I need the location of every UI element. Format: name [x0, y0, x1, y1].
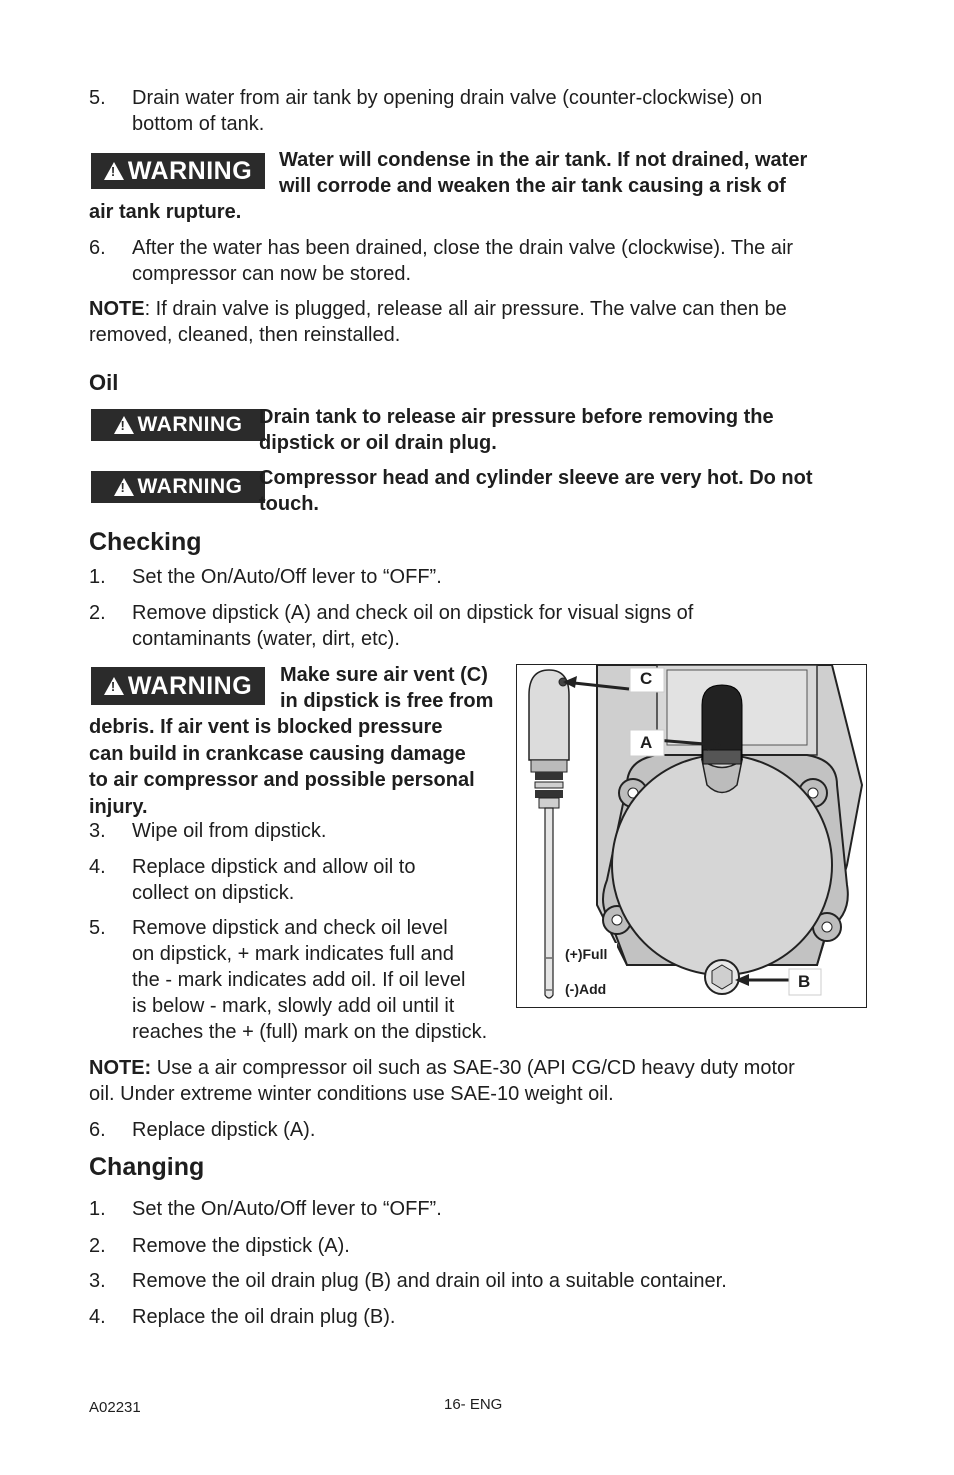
warning-text: will corrode and weaken the air tank causing a risk of — [279, 175, 786, 197]
warning-badge — [91, 409, 265, 441]
step-text: bottom of tank. — [132, 113, 265, 135]
step-text: Replace dipstick and allow oil to — [132, 856, 416, 878]
warning-badge — [91, 153, 265, 189]
step-number: 5. — [89, 917, 106, 939]
step-text: compressor can now be stored. — [132, 263, 412, 285]
warning-label: WARNING — [127, 671, 253, 700]
warning-text: can build in crankcase causing damage — [89, 743, 466, 765]
warning-text: Drain tank to release air pressure before removing the — [259, 406, 774, 428]
warning-triangle-icon — [114, 478, 134, 496]
warning-label: WARNING — [127, 156, 253, 185]
warning-triangle-icon — [114, 416, 134, 434]
warning-label: WARNING — [137, 475, 243, 498]
step-number: 6. — [89, 1119, 106, 1141]
step-number: 4. — [89, 1306, 106, 1328]
note-text: : If drain valve is plugged, release all air pressure. The valve can then be — [144, 298, 787, 320]
note-text: Use a air compressor oil such as SAE-30 (API CG/CD heavy duty motor — [151, 1057, 795, 1079]
note-label: NOTE — [89, 298, 145, 320]
step-text: Remove dipstick (A) and check oil on dipstick for visual signs of — [132, 602, 694, 624]
warning-text: injury. — [89, 796, 148, 818]
warning-text: Compressor head and cylinder sleeve are very hot. Do not — [259, 467, 813, 489]
step-text: Set the On/Auto/Off lever to “OFF”. — [132, 1198, 442, 1220]
warning-text: Water will condense in the air tank. If not drained, water — [279, 149, 808, 171]
step-number: 3. — [89, 1270, 106, 1292]
step-text: Remove dipstick and check oil level — [132, 917, 448, 939]
label-full: (+)Full — [565, 946, 608, 962]
label-b: B — [798, 972, 811, 991]
section-heading-checking: Checking — [89, 528, 202, 556]
step-text: Replace the oil drain plug (B). — [132, 1306, 396, 1328]
step-text: on dipstick, + mark indicates full and — [132, 943, 454, 965]
step-number: 6. — [89, 237, 106, 259]
note-label: NOTE: — [89, 1057, 152, 1079]
step-text: the - mark indicates add oil. If oil level — [132, 969, 466, 991]
label-c: C — [640, 669, 653, 688]
step-text: Remove the dipstick (A). — [132, 1235, 350, 1257]
warning-badge — [91, 667, 265, 705]
step-number: 4. — [89, 856, 106, 878]
warning-text: dipstick or oil drain plug. — [259, 432, 497, 454]
step-number: 2. — [89, 1235, 106, 1257]
warning-text: to air compressor and possible personal — [89, 769, 475, 791]
step-text: contaminants (water, dirt, etc). — [132, 628, 400, 650]
warning-triangle-icon — [104, 677, 124, 695]
step-number: 1. — [89, 1198, 106, 1220]
step-text: Remove the oil drain plug (B) and drain oil into a suitable container. — [132, 1270, 727, 1292]
warning-label: WARNING — [137, 413, 243, 436]
warning-triangle-icon — [104, 162, 124, 180]
warning-text: Make sure air vent (C) — [280, 664, 488, 686]
note-paragraph — [89, 1055, 795, 1081]
step-number: 5. — [89, 87, 106, 109]
doc-id: A02231 — [89, 1399, 141, 1416]
label-add: (-)Add — [565, 981, 607, 997]
warning-text: air tank rupture. — [89, 201, 242, 223]
warning-text: in dipstick is free from — [280, 690, 494, 712]
step-text: Wipe oil from dipstick. — [132, 820, 327, 842]
step-text: Replace dipstick (A). — [132, 1119, 316, 1141]
section-heading-oil: Oil — [89, 370, 119, 395]
step-number: 1. — [89, 566, 106, 588]
step-text: is below - mark, slowly add oil until it — [132, 995, 455, 1017]
page-number: 16- ENG — [444, 1396, 503, 1413]
step-number: 3. — [89, 820, 106, 842]
step-text: Drain water from air tank by opening drain valve (counter-clockwise) on — [132, 87, 763, 109]
step-number: 2. — [89, 602, 106, 624]
note-text: oil. Under extreme winter conditions use SAE-10 weight oil. — [89, 1083, 614, 1105]
step-text: After the water has been drained, close the drain valve (clockwise). The air — [132, 237, 794, 259]
label-a: A — [640, 733, 653, 752]
warning-badge — [91, 471, 265, 503]
warning-text: debris. If air vent is blocked pressure — [89, 716, 443, 738]
step-text: collect on dipstick. — [132, 882, 295, 904]
note-paragraph — [89, 296, 787, 322]
section-heading-changing: Changing — [89, 1153, 205, 1181]
step-text: Set the On/Auto/Off lever to “OFF”. — [132, 566, 442, 588]
step-text: reaches the + (full) mark on the dipstick. — [132, 1021, 488, 1043]
warning-text: touch. — [259, 493, 319, 515]
note-text: removed, cleaned, then reinstalled. — [89, 324, 401, 346]
compressor-figure — [516, 664, 867, 1008]
